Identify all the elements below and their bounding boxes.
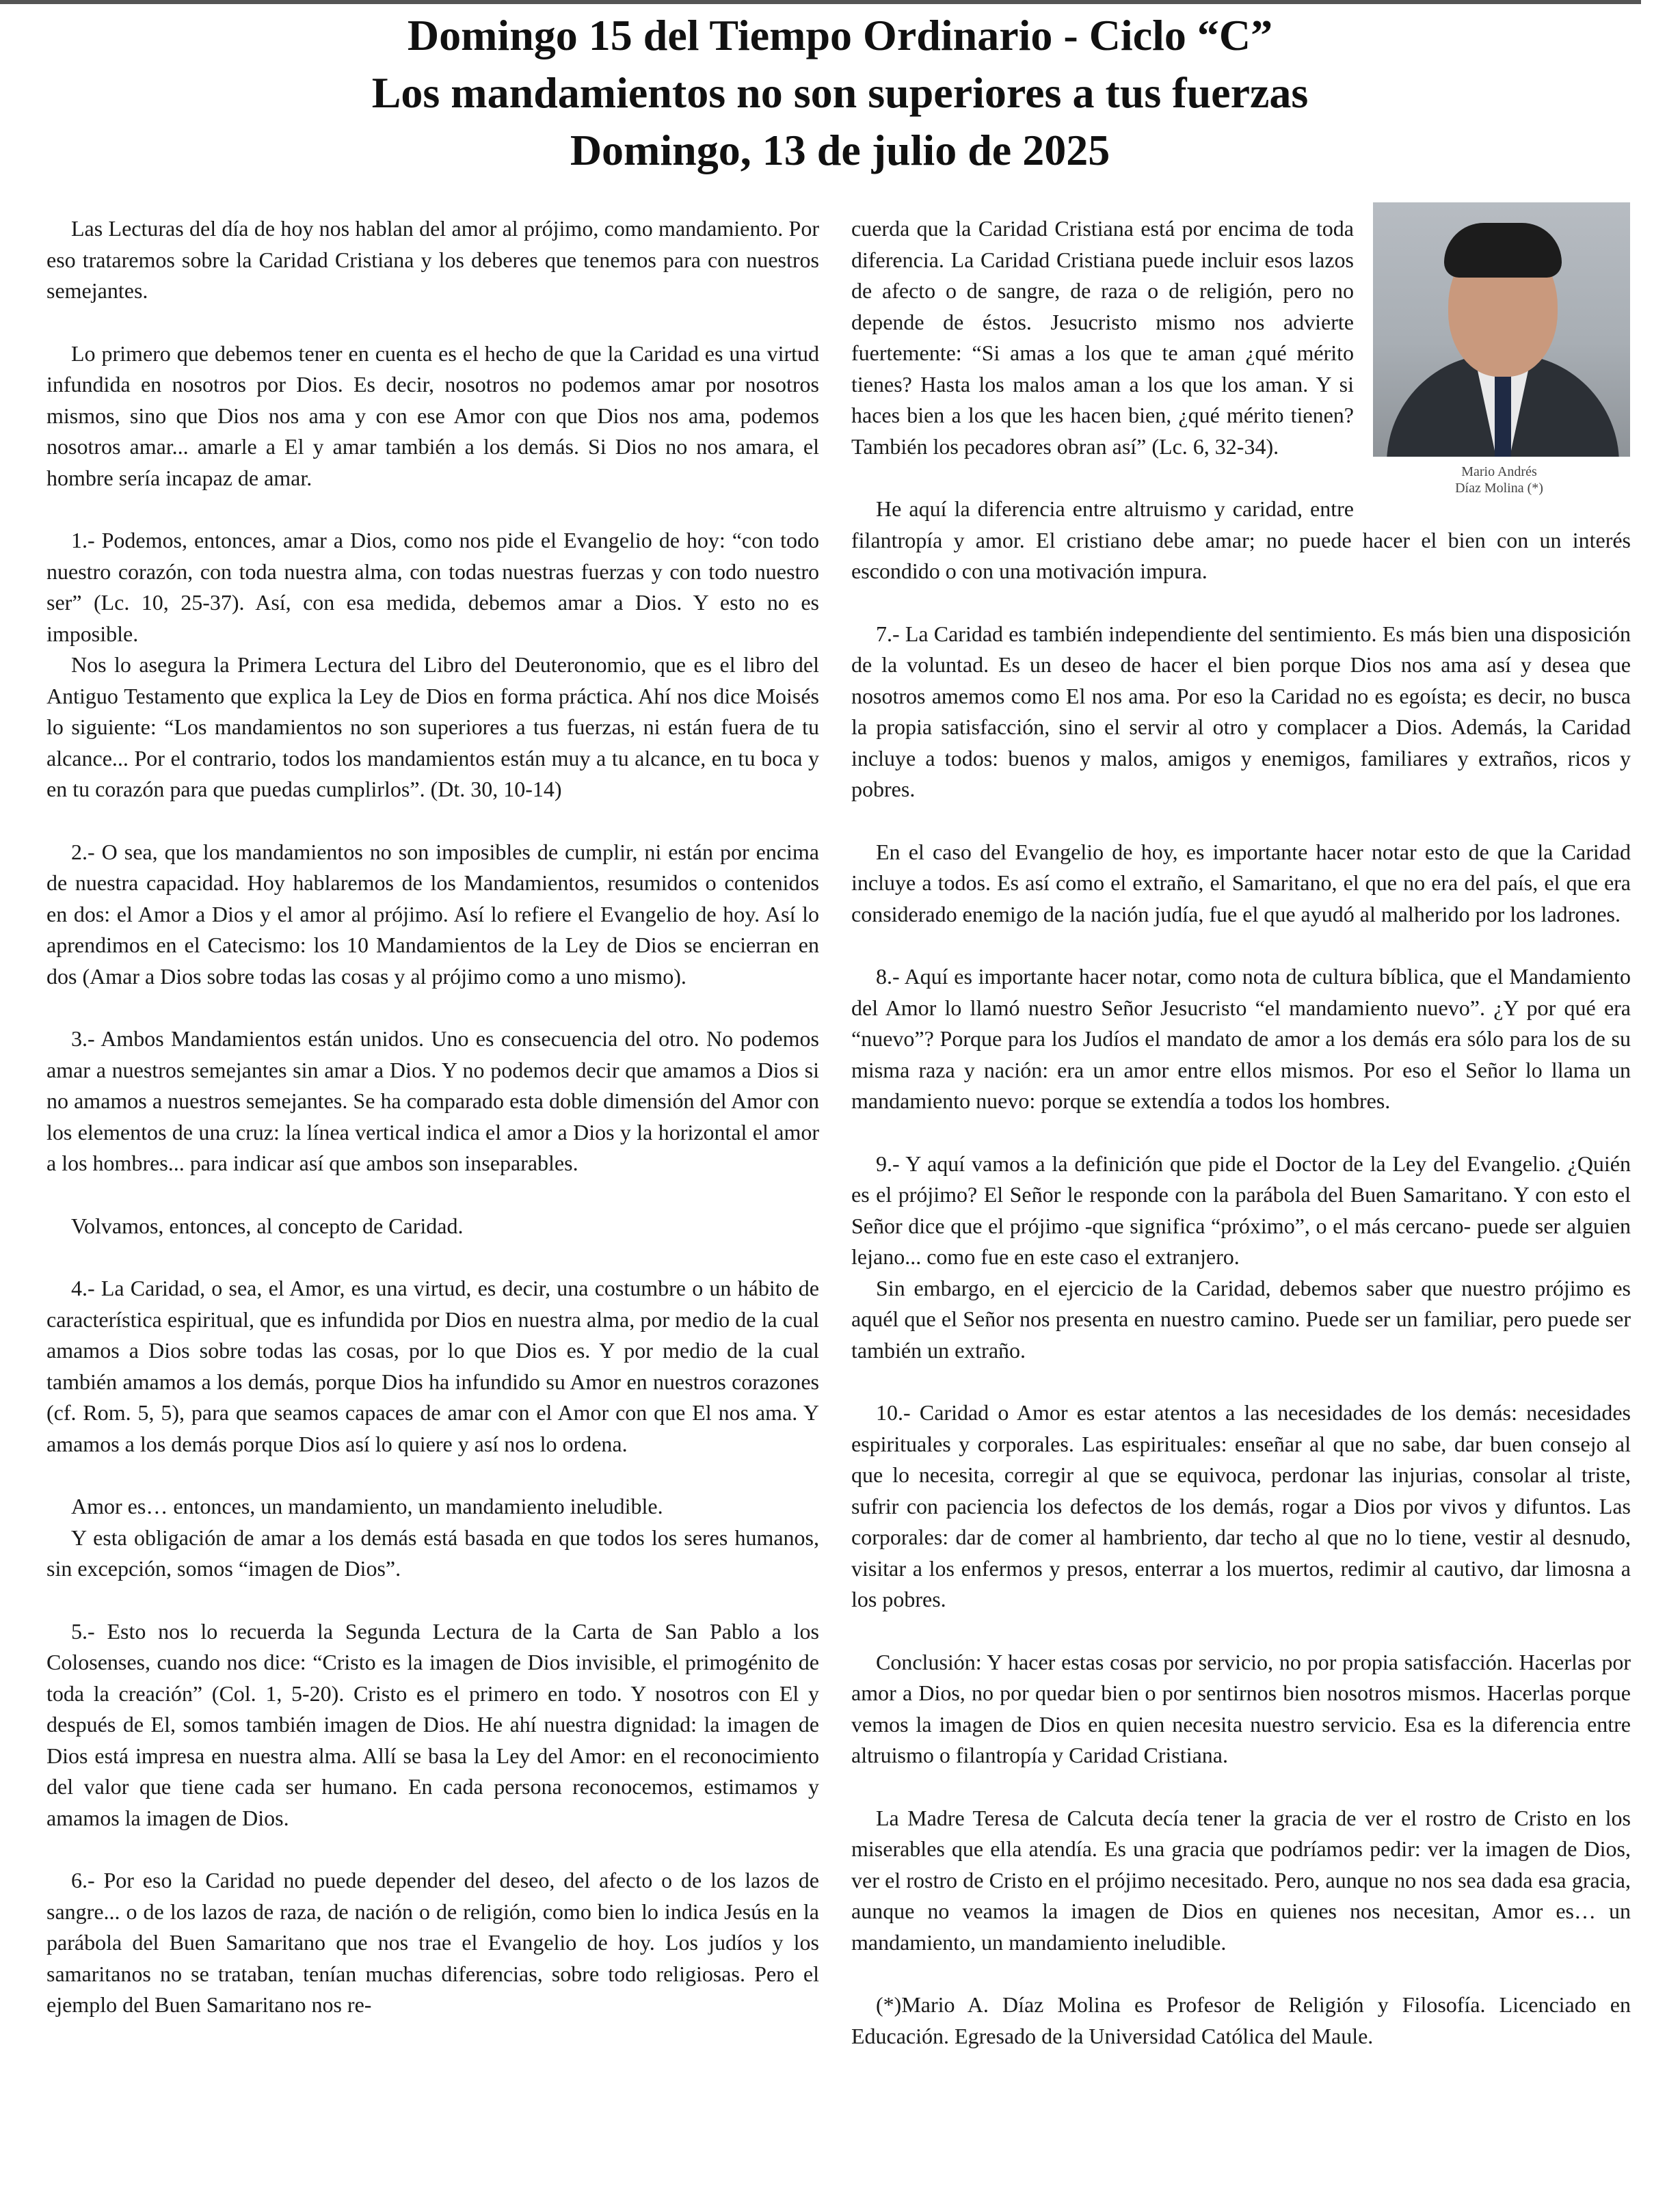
photo-caption-name: Mario Andrés	[1461, 464, 1537, 479]
paragraph: 9.- Y aquí vamos a la definición que pide el Doctor de la Ley del Evangelio. ¿Quién es el prójimo? El Señor le responde con la parábola del Buen Samaritano. Y con esto el Señor dice que el prójimo -que significa “próximo”, o el más cercano- puede ser alguien lejano... como fue en este caso el extranjero.	[851, 1151, 1631, 1269]
paragraph: 6.- Por eso la Caridad no puede depender del deseo, del afecto o de los lazos de sangre... o de los lazos de raza, de nación o de religión, como bien lo indica Jesús en la parábola del Buen Samaritano que nos trae el Evangelio de hoy. Los judíos y los samaritanos no se trataban, tenían muchas diferencias, sobre todo religiosas. Pero el ejemplo del Buen Samaritano nos re-	[46, 1868, 819, 2017]
photo-caption-surname: Díaz Molina (*)	[1455, 481, 1543, 496]
author-photo	[1373, 202, 1630, 457]
photo-caption	[1368, 464, 1631, 496]
paragraph: 1.- Podemos, entonces, amar a Dios, como nos pide el Evangelio de hoy: “con todo nuestro corazón, con toda nuestra alma, con todas nuestras fuerzas y con todo nuestro ser” (Lc. 10, 25-37). Así, con esa medida, debemos amar a Dios. Y esto no es imposible.	[46, 528, 819, 646]
paragraph: Y esta obligación de amar a los demás está basada en que todos los seres humanos, sin excepción, somos “imagen de Dios”.	[46, 1525, 819, 1581]
article-header	[0, 7, 1680, 179]
article-date: Domingo, 13 de julio de 2025	[570, 126, 1110, 174]
paragraph: 7.- La Caridad es también independiente del sentimiento. Es más bien una disposición de la voluntad. Es un deseo de hacer el bien porque Dios nos ama así y desea que nosotros amemos como El nos ama. Por eso la Caridad no es egoísta; es decir, no busca la propia satisfacción, sino el servir al otro y complacer a Dios. Además, la Caridad incluye a todos: buenos y malos, amigos y enemigos, familiares y extraños, ricos y pobres.	[851, 621, 1631, 801]
paragraph: 3.- Ambos Mandamientos están unidos. Uno es consecuencia del otro. No podemos amar a nuestros semejantes sin amar a Dios. Y no podemos decir que amamos a Dios si no amamos a nuestros semejantes. Se ha comparado esta doble dimensión del Amor con los elementos de una cruz: la línea vertical indica el amor a Dios y la horizontal el amor a los hombres... para indicar así que ambos son inseparables.	[46, 1026, 819, 1175]
right-column	[851, 213, 1631, 2083]
paragraph: 8.- Aquí es importante hacer notar, como nota de cultura bíblica, que el Mandamiento del Amor lo llamó nuestro Señor Jesucristo “el mandamiento nuevo”. ¿Y por qué era “nuevo”? Porque para los Judíos el mandato de amor a los demás era sólo para los de su misma raza y nación: era un amor entre ellos mismos. Por eso el Señor lo llama un mandamiento nuevo: porque se extendía a todos los hombres.	[851, 964, 1631, 1113]
paragraph: 2.- O sea, que los mandamientos no son imposibles de cumplir, ni están por encima de nuestra capacidad. Hoy hablaremos de los Mandamientos, resumidos o contenidos en dos: el Amor a Dios y el amor al prójimo. Así lo refiere el Evangelio de hoy. Así lo aprendimos en el Catecismo: los 10 Mandamientos de la Ley de Dios se encierran en dos (Amar a Dios sobre todas las cosas y al prójimo como a uno mismo).	[46, 839, 819, 989]
author-photo-box	[1368, 202, 1631, 503]
paragraph: En el caso del Evangelio de hoy, es importante hacer notar esto de que la Caridad incluye a todos. Es así como el extraño, el Samaritano, el que no era del país, el que era considerado enemigo de la nación judía, fue el que ayudó al malherido por los ladrones.	[851, 839, 1631, 926]
article-title: Los mandamientos no son superiores a tus fuerzas	[371, 68, 1309, 117]
paragraph: La Madre Teresa de Calcuta decía tener la gracia de ver el rostro de Cristo en los miserables que ella atendía. Es una gracia que podríamos pedir: ver la imagen de Dios, ver el rostro de Cristo en el prójimo necesitado. Pero, aunque no nos sea dada esa gracia, aunque no veamos la imagen de Dios en quienes nos necesitan, Amor es… un mandamiento, un mandamiento ineludible.	[851, 1805, 1631, 1955]
paragraph: Conclusión: Y hacer estas cosas por servicio, no por propia satisfacción. Hacerlas por amor a Dios, no por quedar bien o por sentirnos bien nosotros mismos. Hacerlas porque vemos la imagen de Dios en quien necesita nuestro servicio. Esa es la diferencia entre altruismo o filantropía y Caridad Cristiana.	[851, 1649, 1631, 1767]
top-rule	[0, 0, 1641, 4]
paragraph: Lo primero que debemos tener en cuenta es el hecho de que la Caridad es una virtud infundida en nosotros por Dios. Es decir, nosotros no podemos amar por nosotros mismos, sino que Dios nos ama y con ese Amor con que Dios nos ama, podemos nosotros amar... amarle a El y amar también a los demás. Si Dios no nos amara, el hombre sería incapaz de amar.	[46, 340, 819, 490]
paragraph: 5.- Esto nos lo recuerda la Segunda Lectura de la Carta de San Pablo a los Colosenses, cuando nos dice: “Cristo es la imagen de Dios invisible, el primogénito de toda la creación” (Col. 1, 5-20). Cristo es el primero en todo. Y nosotros con El y después de El, somos también imagen de Dios. He ahí nuestra dignidad: la imagen de Dios está impresa en nuestra alma. Allí se basa la Ley del Amor: en el reconocimiento del valor que tiene cada ser humano. En cada persona reconocemos, estimamos y amamos la imagen de Dios.	[46, 1618, 819, 1830]
paragraph: Sin embargo, en el ejercicio de la Caridad, debemos saber que nuestro prójimo es aquél que el Señor nos presenta en nuestro camino. Puede ser un familiar, pero puede ser también un extraño.	[851, 1275, 1631, 1363]
paragraph: Las Lecturas del día de hoy nos hablan del amor al prójimo, como mandamiento. Por eso trataremos sobre la Caridad Cristiana y los deberes que tenemos para con nuestros semejantes.	[46, 216, 819, 303]
paragraph: Volvamos, entonces, al concepto de Caridad.	[71, 1213, 464, 1238]
left-column	[46, 213, 819, 2052]
paragraph: 4.- La Caridad, o sea, el Amor, es una virtud, es decir, una costumbre o un hábito de característica espiritual, que es infundida por Dios en nuestra alma, por medio de la cual amamos a Dios sobre todas las cosas, por lo que Dios es. Y por medio de la cual también amamos a los demás, porque Dios ha infundido su Amor en nuestros corazones (cf. Rom. 5, 5), para que seamos capaces de amar con el Amor con que El nos ama. Y amamos a los demás porque Dios así lo quiere y así nos lo ordena.	[46, 1276, 819, 1456]
paragraph: Nos lo asegura la Primera Lectura del Libro del Deuteronomio, que es el libro del Antiguo Testamento que explica la Ley de Dios en forma práctica. Ahí nos dice Moisés lo siguiente: “Los mandamientos no son superiores a tus fuerzas, ni están fuera de tu alcance... Por el contrario, todos los mandamientos están muy a tu alcance, en tu boca y en tu corazón para que puedas cumplirlos”. (Dt. 30, 10-14)	[46, 652, 819, 801]
paragraph: He aquí la diferencia entre altruismo y caridad, entre filantropía y amor. El cristiano debe amar; no puede hacer el bien con un interés escondido o con una motivación impura.	[851, 496, 1631, 583]
paragraph: Amor es… entonces, un mandamiento, un mandamiento ineludible.	[71, 1494, 663, 1518]
author-bio-footnote: (*)Mario A. Díaz Molina es Profesor de Religión y Filosofía. Licenciado en Educación. Egresado de la Universidad Católica del Maule.	[851, 1992, 1631, 2048]
header-line-liturgical: Domingo 15 del Tiempo Ordinario - Ciclo “C”	[407, 11, 1273, 59]
paragraph: 10.- Caridad o Amor es estar atentos a las necesidades de los demás: necesidades espirituales y corporales. Las espirituales: enseñar al que no sabe, dar buen consejo al que lo necesita, corregir al que se equivoca, perdonar las injurias, consolar al triste, sufrir con paciencia los defectos de los demás, rogar a Dios por vivos y difuntos. Las corporales: dar de comer al hambriento, dar techo al que no lo tiene, vestir al desnudo, visitar a los enfermos y presos, enterrar a los muertos, redimir al cautivo, dar limosna a los pobres.	[851, 1400, 1631, 1611]
paragraph: cuerda que la Caridad Cristiana está por encima de toda diferencia. La Caridad Cristiana puede incluir esos lazos de afecto o de sangre, de raza o de religión, pero no depende de éstos. Jesucristo mismo nos advierte fuertemente: “Si amas a los que te aman ¿qué mérito tienes? Hasta los malos aman a los que los aman. Y si haces bien a los que les hacen bien, ¿qué mérito tienen? También los pecadores obran así” (Lc. 6, 32-34).	[851, 216, 1354, 459]
